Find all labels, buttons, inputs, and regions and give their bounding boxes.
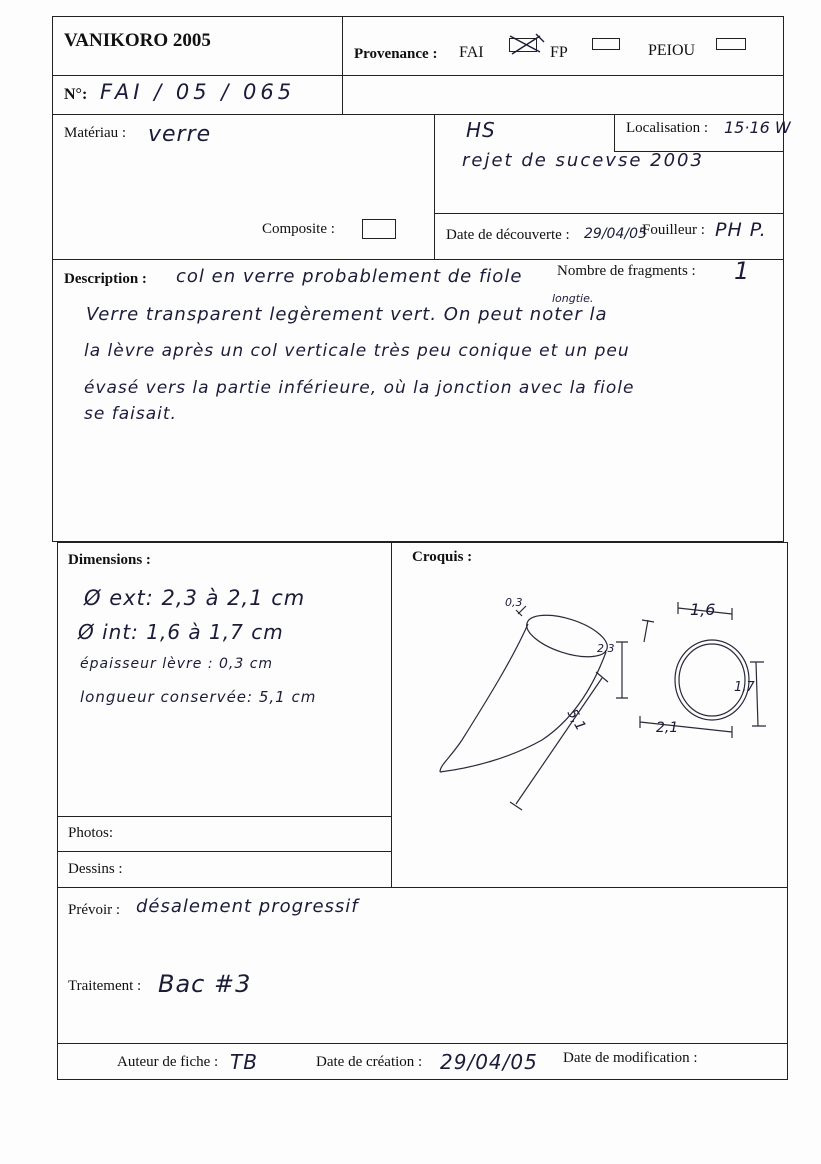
materiau-label: Matériau : <box>64 125 127 141</box>
description-label: Description : <box>64 271 147 287</box>
fragments-label: Nombre de fragments : <box>557 263 696 279</box>
croquis-label-bottom: 2,1 <box>656 720 679 736</box>
dimensions-label: Dimensions : <box>68 552 151 568</box>
date-decouverte-value: 29/04/05 <box>584 226 647 242</box>
dimension-int: Ø int: 1,6 à 1,7 cm <box>78 620 284 644</box>
description-cell <box>52 259 784 542</box>
croquis-label-top: 1,6 <box>690 600 716 619</box>
option-fp-label: FP <box>550 44 568 61</box>
croquis-label-lip: 0,3 <box>505 596 523 609</box>
hs-line-1: HS <box>466 118 496 142</box>
prevoir-label: Prévoir : <box>68 902 121 918</box>
fouilleur-label: Fouilleur : <box>642 222 705 238</box>
composite-checkbox[interactable] <box>362 219 396 239</box>
option-peiou-label: PEIOU <box>648 42 696 59</box>
description-line-2: la lèvre après un col verticale très peu conique et un peu <box>84 341 630 361</box>
fouilleur-value: PH P. <box>715 219 767 241</box>
localisation-value: 15·16 W <box>724 118 791 137</box>
numero-label: N°: <box>64 86 88 103</box>
dimension-ext: Ø ext: 2,3 à 2,1 cm <box>84 586 306 610</box>
fai-checked-mark-icon <box>506 32 548 56</box>
dimensions-cell <box>57 542 392 817</box>
peiou-checkbox[interactable] <box>716 38 746 50</box>
localisation-label: Localisation : <box>626 120 709 136</box>
creation-label: Date de création : <box>316 1054 423 1070</box>
numero-value: FAI / 05 / 065 <box>100 80 296 104</box>
hs-line-2: rejet de sucevse 2003 <box>462 150 704 171</box>
materiau-value: verre <box>148 122 212 147</box>
dessins-label: Dessins : <box>68 861 123 877</box>
dimension-epaisseur: épaisseur lèvre : 0,3 cm <box>80 656 274 672</box>
provenance-label: Provenance : <box>354 46 438 62</box>
modification-label: Date de modification : <box>563 1050 698 1066</box>
description-line-4: se faisait. <box>84 404 177 424</box>
description-line-3: évasé vers la partie inférieure, où la jonction avec la fiole <box>84 378 635 398</box>
croquis-label: Croquis : <box>412 549 473 565</box>
fragments-value: 1 <box>734 257 751 285</box>
sheet-title: VANIKORO 2005 <box>64 30 211 51</box>
creation-value: 29/04/05 <box>440 1050 538 1074</box>
croquis-label-length: 5,1 <box>563 706 589 734</box>
description-line-1: Verre transparent legèrement vert. On peut noter la <box>86 304 608 325</box>
date-decouverte-label: Date de découverte : <box>446 227 570 243</box>
traitement-label: Traitement : <box>68 978 142 994</box>
option-fai-label: FAI <box>459 44 484 61</box>
auteur-label: Auteur de fiche : <box>117 1054 219 1070</box>
auteur-value: TB <box>230 1050 258 1074</box>
fp-checkbox[interactable] <box>592 38 620 50</box>
prevoir-value: désalement progressif <box>136 896 359 917</box>
croquis-sketch-drawing <box>392 580 787 820</box>
photos-label: Photos: <box>68 825 114 841</box>
croquis-label-height: 2,3 <box>597 642 615 655</box>
dimension-longueur: longueur conservée: 5,1 cm <box>80 688 317 706</box>
croquis-label-side: 1,7 <box>734 680 755 695</box>
description-first-line: col en verre probablement de fiole <box>176 266 523 287</box>
description-insert: longtie. <box>552 292 594 305</box>
composite-label: Composite : <box>262 221 335 237</box>
traitement-value: Bac #3 <box>158 970 252 998</box>
numero-right-cell <box>342 75 784 115</box>
